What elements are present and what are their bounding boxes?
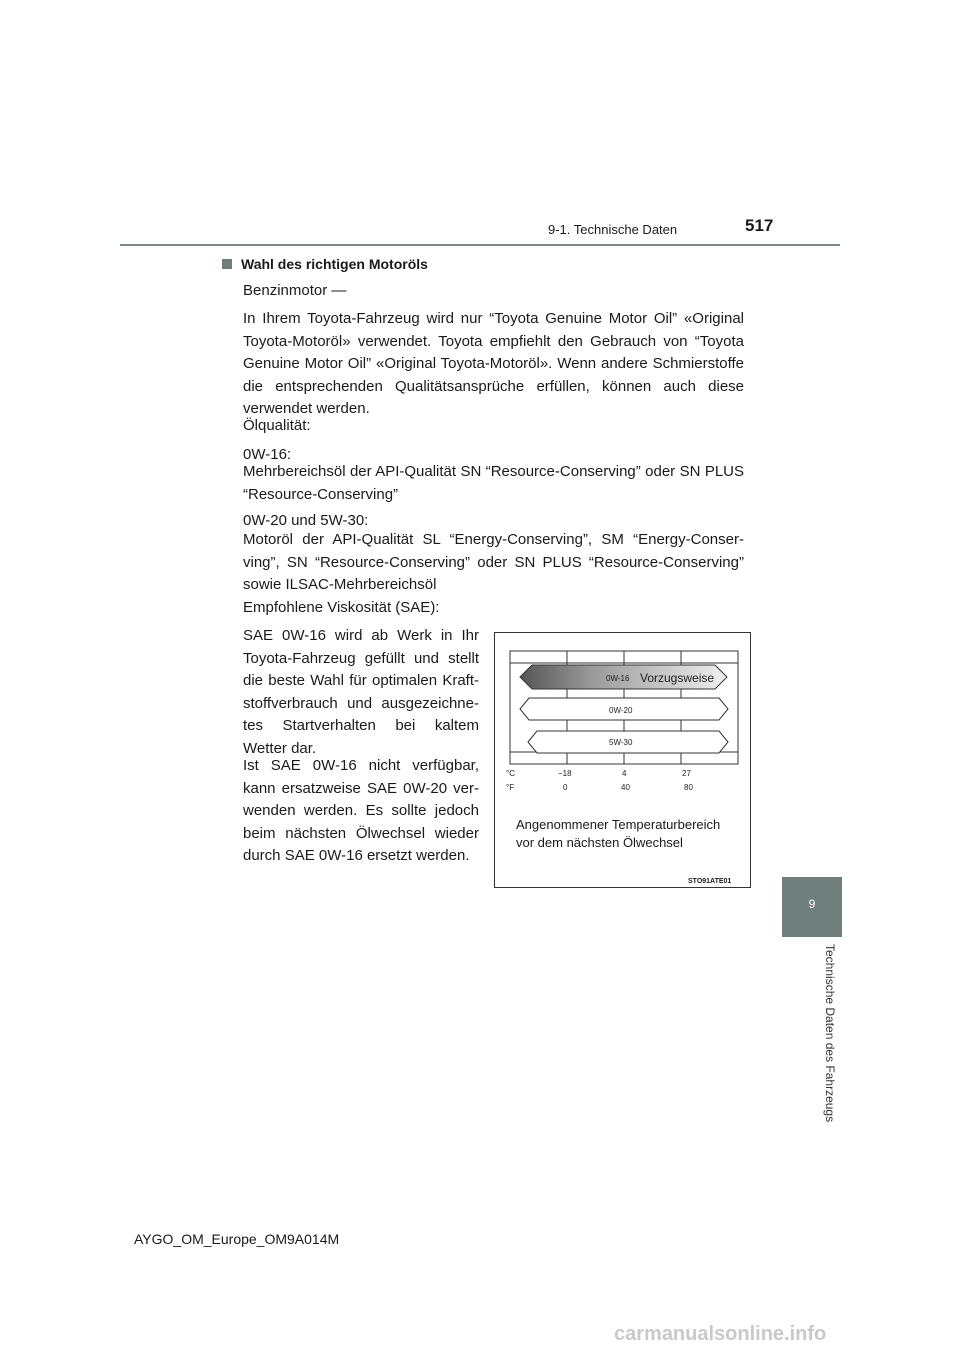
grade-label-0w16: 0W-16: [606, 674, 630, 683]
chapter-number: 9: [808, 897, 816, 911]
paragraph-0w16-spec: Mehrbereichsöl der API-Qualität SN “Resource-Conserving” oder SN PLUS “Resource-Conserving”: [243, 463, 744, 503]
figure-code: STO91ATE01: [688, 878, 732, 885]
paragraph-0w16-heading: 0W-16:: [243, 446, 292, 463]
fahrenheit-tick-label: 0: [563, 783, 568, 792]
preferred-label: Vorzugsweise: [640, 671, 715, 685]
fahrenheit-unit-label: °F: [506, 783, 515, 792]
paragraph-factory-fill: SAE 0W-16 wird ab Werk in Ihr Toyota-Fahrzeug gefüllt und stellt die beste Wahl für optimalen Kraftstoffverbrauch und ausgezeichnetes Startverhalten bei kaltem Wetter dar.: [243, 627, 479, 757]
figure-caption: [516, 816, 720, 852]
chapter-label: Technische Daten des Fahrzeugs: [823, 944, 837, 1123]
paragraph-0w20-spec: Motoröl der API-Qualität SL “Energy-Conserving”, SM “Energy-Conserving”, SN “Resource-Conserving” oder SN PLUS “Resource-Conserving” sowie ILSAC-Mehrbereichsöl: [243, 531, 744, 593]
paragraph-viscosity-heading: Empfohlene Viskosität (SAE):: [243, 599, 440, 616]
document-id: AYGO_OM_Europe_OM9A014M: [134, 1231, 340, 1247]
paragraph-oil-recommendation: In Ihrem Toyota-Fahrzeug wird nur “Toyota Genuine Motor Oil” «Original Toyota-Motoröl» verwendet. Toyota empfiehlt den Gebrauch von “Toyota Genuine Motor Oil” «Original Toyota-Motoröl». Wenn andere Schmierstoffe die entsprechenden Qualitätsansprüche erfüllen, können auch diese verwendet werden.: [243, 310, 744, 417]
header-divider: [120, 244, 840, 246]
section-title: [222, 256, 428, 272]
square-bullet-icon: [222, 259, 232, 269]
section-title-text: Wahl des richtigen Motoröls: [241, 256, 428, 272]
figure-caption-line: Angenommener Temperaturbereich: [516, 817, 721, 832]
fahrenheit-tick-label: 80: [684, 783, 693, 792]
running-header-section: 9-1. Technische Daten: [548, 222, 678, 237]
celsius-unit-label: °C: [506, 769, 515, 778]
page-number: 517: [745, 216, 774, 235]
celsius-tick-label: 4: [622, 769, 627, 778]
fahrenheit-tick-label: 40: [621, 783, 630, 792]
paragraph-substitute: Ist SAE 0W-16 nicht verfügbar, kann ersatzweise SAE 0W-20 verwenden werden. Es sollte jedoch beim nächsten Ölwechsel wieder durch SAE 0W-16 ersetzt werden.: [243, 757, 479, 864]
paragraph-0w20-heading: 0W-20 und 5W-30:: [243, 512, 369, 529]
paragraph-oil-quality-heading: Ölqualität:: [243, 417, 311, 434]
paragraph-engine-type: Benzinmotor —: [243, 282, 347, 299]
grade-label-5w30: 5W-30: [609, 738, 633, 747]
grade-label-0w20: 0W-20: [609, 706, 633, 715]
figure-caption-line: vor dem nächsten Ölwechsel: [516, 835, 683, 850]
chapter-tab[interactable]: [782, 877, 842, 937]
celsius-tick-label: 27: [682, 769, 691, 778]
watermark: carmanualsonline.info: [614, 1323, 827, 1345]
celsius-tick-label: −18: [558, 769, 572, 778]
